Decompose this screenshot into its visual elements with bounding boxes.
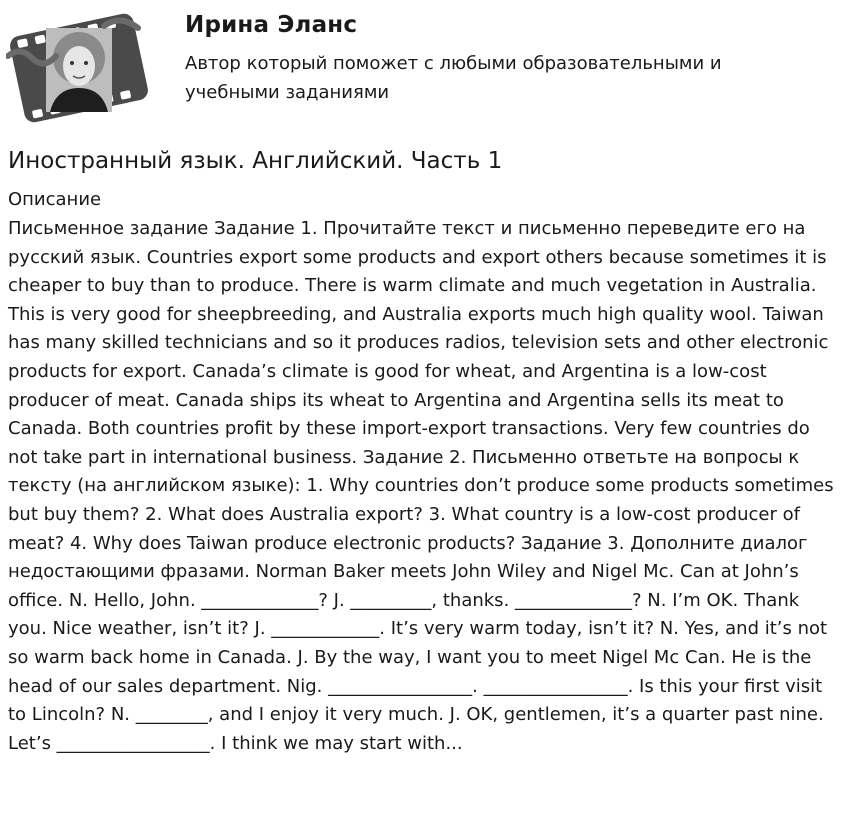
description-label: Описание — [8, 189, 102, 210]
description-body: Письменное задание Задание 1. Прочитайте текст и письменно переведите его на русский язык. Countries export some products and export others because sometimes it is cheaper to buy than to produce. There is warm climate and much vegetation in Australia. This is very good for sheepbreeding, and Australia exports much high quality wool. Taiwan has many skilled technicians and so it produces radios, television sets and other electronic products for export. Canada’s climate is good for wheat, and Argentina is a low-cost producer of meat. Canada ships its wheat to Argentina and Argentina sells its meat to Canada. Both countries profit by these import-export transactions. Very few countries do not take part in international business. Задание 2. Письменно ответьте на вопросы к тексту (на английском языке): 1. Why countries don’t produce some products sometimes but buy them? 2. What does Australia export? 3. What country is a low-cost producer of meat? 4. Why does Taiwan produce electronic products? Задание 3. Дополните диалог недостающими фразами. Norman Baker meets John Wiley and Nigel Mc. Can at John’s office. N. Hello, John. _____________? J. _________, thanks. _____________? N. I’m OK. Thank you. Nice weather, isn’t it? J. ____________. It’s very warm today, isn’t it? N. Yes, and it’s not so warm back home in Canada. J. By the way, I want you to meet Nigel Mc Can. He is the head of our sales department. Nig. ________________. ________________. Is this your first visit to Lincoln? N. ________, and I enjoy it very much. J. OK, gentlemen, it’s a quarter past nine. Let’s _________________. I think we may start with... — [8, 218, 834, 754]
author-avatar[interactable] — [6, 6, 152, 130]
author-avatar-image — [6, 6, 152, 130]
author-name[interactable]: Ирина Эланс — [185, 12, 358, 38]
document-title: Иностранный язык. Английский. Часть 1 — [8, 148, 503, 174]
author-header — [0, 0, 847, 140]
author-description: Автор который поможет с любыми образовательными и учебными заданиями — [185, 53, 722, 103]
